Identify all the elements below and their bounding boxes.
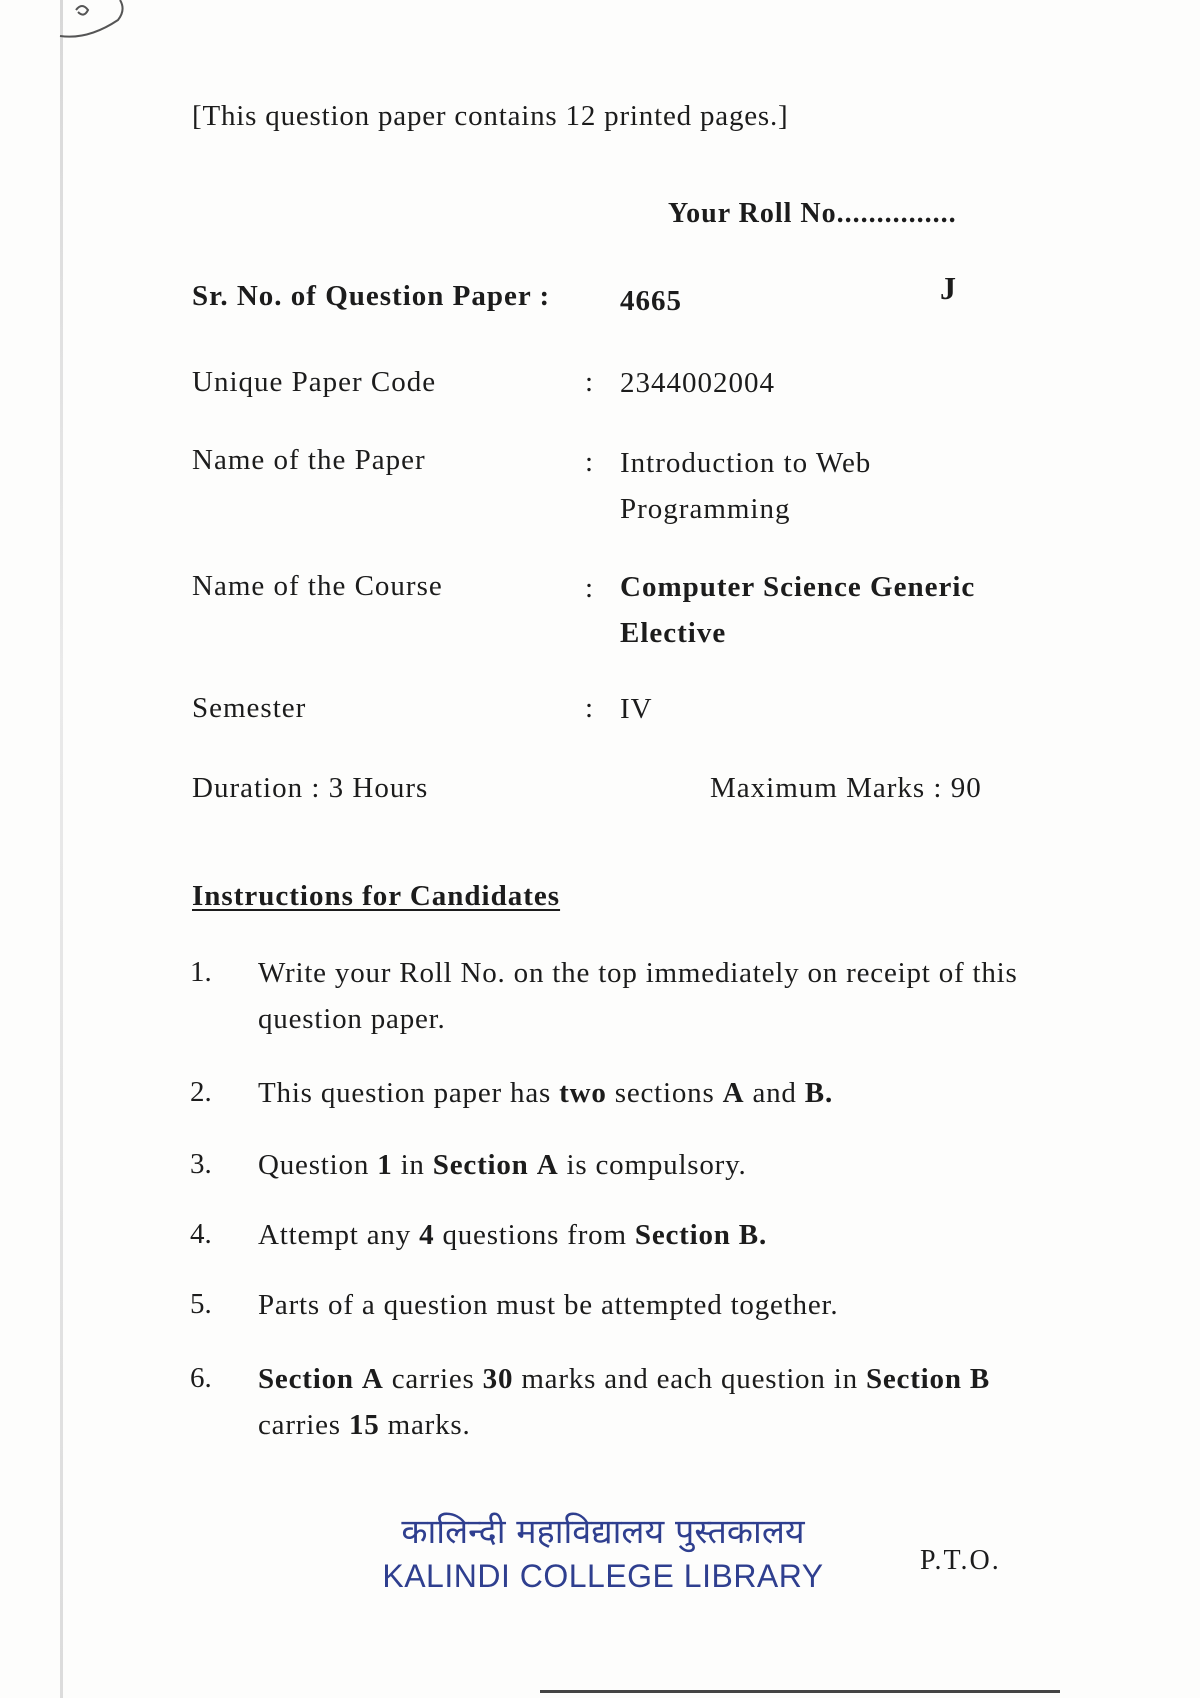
instruction-item: Attempt any 4 questions from Section B. bbox=[258, 1219, 767, 1251]
paper-name-line-2: Programming bbox=[620, 493, 791, 525]
maximum-marks-text: Maximum Marks : 90 bbox=[710, 772, 982, 804]
instruction-item: Write your Roll No. on the top immediately on receipt of this question paper. bbox=[258, 957, 1018, 1035]
instruction-item: Section A carries 30 marks and each question in Section B carries 15 marks. bbox=[258, 1363, 990, 1441]
instruction-item: Question 1 in Section A is compulsory. bbox=[258, 1149, 747, 1181]
corner-scribble-mark bbox=[58, 0, 128, 40]
course-name-line-2: Elective bbox=[620, 617, 727, 649]
paper-code-colon: : bbox=[585, 366, 594, 398]
instruction-item: Parts of a question must be attempted together. bbox=[258, 1289, 839, 1321]
semester-value: IV bbox=[620, 693, 653, 725]
instruction-number: 5. bbox=[190, 1288, 212, 1320]
instruction-number: 1. bbox=[190, 956, 212, 988]
library-stamp-hindi: कालिन्दी महाविद्यालय पुस्तकालय bbox=[401, 1512, 805, 1552]
bottom-rule bbox=[540, 1690, 1060, 1693]
serial-number-value: 4665 bbox=[620, 285, 682, 317]
course-name-colon: : bbox=[585, 572, 594, 604]
course-name-line-1: Computer Science Generic bbox=[620, 571, 976, 603]
semester-colon: : bbox=[585, 692, 594, 724]
binding-edge bbox=[60, 0, 63, 1698]
instruction-number: 3. bbox=[190, 1148, 212, 1180]
duration-text: Duration : 3 Hours bbox=[192, 772, 429, 804]
course-name-label: Name of the Course bbox=[192, 570, 443, 602]
paper-name-value bbox=[620, 440, 871, 532]
please-turn-over: P.T.O. bbox=[920, 1545, 1001, 1576]
pages-note: [This question paper contains 12 printed pages.] bbox=[192, 100, 789, 132]
paper-code-value: 2344002004 bbox=[620, 367, 775, 399]
library-stamp-english: KALINDI COLLEGE LIBRARY bbox=[382, 1558, 824, 1594]
serial-number-label: Sr. No. of Question Paper : bbox=[192, 280, 551, 312]
paper-name-colon: : bbox=[585, 446, 594, 478]
instructions-heading: Instructions for Candidates bbox=[192, 880, 561, 912]
instruction-number: 2. bbox=[190, 1076, 212, 1108]
instruction-number: 4. bbox=[190, 1218, 212, 1250]
course-name-value bbox=[620, 564, 975, 656]
paper-set-letter: J bbox=[940, 270, 956, 306]
paper-name-line-1: Introduction to Web bbox=[620, 447, 872, 479]
paper-code-label: Unique Paper Code bbox=[192, 366, 437, 398]
library-stamp bbox=[368, 1510, 838, 1598]
roll-number-field: Your Roll No............... bbox=[668, 198, 957, 229]
instruction-item: This question paper has two sections A and B. bbox=[258, 1077, 833, 1109]
semester-label: Semester bbox=[192, 692, 307, 724]
instruction-number: 6. bbox=[190, 1362, 212, 1394]
paper-name-label: Name of the Paper bbox=[192, 444, 426, 476]
